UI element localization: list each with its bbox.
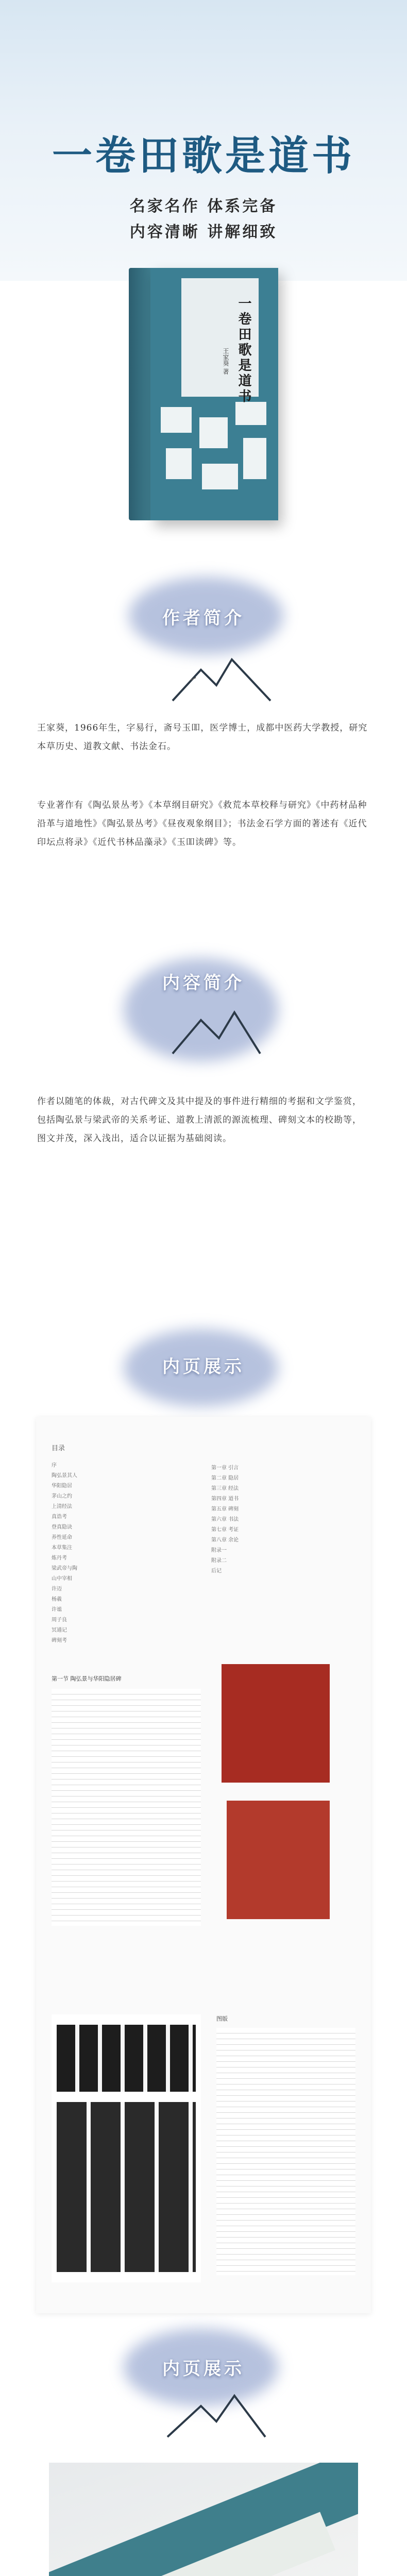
toc-item: 第八章 余论: [211, 1537, 239, 1543]
plate-caption: 图版: [216, 2015, 228, 2022]
cover-glyph-block: [235, 402, 266, 425]
toc-item: 山中宰相: [52, 1576, 72, 1582]
rubbing-columns: [57, 2102, 196, 2272]
toc-item: 第七章 考证: [211, 1527, 239, 1533]
red-plate-image: [227, 1801, 330, 1919]
toc-page-right: [211, 1463, 355, 1577]
toc-item: 许谧: [52, 1607, 62, 1613]
toc-list-left: [52, 1461, 196, 1646]
content-text: 作者以随笔的体裁，对古代碑文及其中提及的事件进行精细的考据和文学鉴赏，包括陶弘景与梁武帝的关系考证、道教上清派的源流梳理、碑刻文本的校勘等，图文并茂，深入浅出，适合以证据为基础阅读。: [37, 1096, 362, 1144]
rubbing-strip: [57, 2025, 196, 2092]
cover-glyph-block: [199, 417, 228, 448]
author-paragraph-1: 王家葵，1966年生，字易行，斋号玉吅，医学博士，成都中医药大学教授，研究本草历史、道教文献、书法金石。: [37, 723, 368, 752]
toc-item: 梁武帝与陶: [52, 1566, 77, 1571]
toc-item: 第一章 引言: [211, 1465, 239, 1471]
mountain-icon: [165, 2391, 268, 2442]
toc-item: 周子良: [52, 1617, 67, 1623]
toc-item: 第三章 经法: [211, 1486, 239, 1492]
book-front: [150, 268, 278, 520]
toc-item: 后记: [211, 1568, 222, 1574]
toc-item: 第二章 隐居: [211, 1476, 239, 1481]
text-page: [216, 2014, 355, 2282]
cover-glyph-block: [161, 407, 192, 433]
toc-item: 养性延命: [52, 1535, 72, 1540]
toc-item: 序: [52, 1463, 57, 1468]
toc-item: 第六章 书法: [211, 1517, 239, 1522]
toc-item: 冥通记: [52, 1628, 67, 1633]
toc-item: 第四章 道书: [211, 1496, 239, 1502]
hero-title: 一卷田歌是道书: [52, 132, 355, 179]
toc-list-right: [211, 1463, 355, 1577]
toc-title: 目录: [52, 1445, 65, 1452]
cover-glyph-block: [166, 448, 192, 479]
toc-item: 碑刻考: [52, 1638, 67, 1643]
toc-item: 茅山之约: [52, 1494, 72, 1499]
toc-item: 本草集注: [52, 1545, 72, 1551]
author-heading: 作者简介: [162, 608, 245, 629]
text-page: [52, 1674, 201, 1942]
cover-author: 王家葵 著: [222, 348, 229, 375]
mountain-icon: [170, 649, 273, 711]
red-plate-image: [222, 1664, 330, 1783]
book-photo-1: [49, 2463, 358, 2576]
hero-tagline-1: 名家名作 体系完备: [129, 197, 278, 215]
cover-title: 一卷田歌是道书: [236, 296, 251, 404]
hero-tagline-2: 内容清晰 讲解细致: [129, 223, 278, 241]
book-spine: [129, 268, 150, 520]
text-lines: [52, 1689, 201, 1926]
toc-item: 许迈: [52, 1586, 62, 1592]
rubbing-page: [52, 2014, 201, 2282]
toc-item: 炼丹考: [52, 1555, 67, 1561]
author-paragraph-2: 专业著作有《陶弘景丛考》《本草纲目研究》《救荒本草校释与研究》《中药材品种沿革与道地性》《陶弘景丛考》《昼夜观象纲目》；书法金石学方面的著述有《近代印坛点将录》《近代书林品藻录》《玉吅读碑》等。: [37, 800, 367, 848]
toc-page: [52, 1443, 196, 1646]
inner-pages-preview: [36, 1417, 371, 2313]
cover-glyph-block: [202, 464, 238, 489]
preview-heading-2: 内页展示: [162, 2359, 245, 2379]
toc-item: 第五章 碑刻: [211, 1506, 239, 1512]
toc-item: 附录二: [211, 1558, 227, 1564]
toc-item: 登真隐诀: [52, 1524, 72, 1530]
toc-item: 杨羲: [52, 1597, 62, 1602]
toc-item: 华阳隐居: [52, 1483, 72, 1489]
toc-item: 真诰考: [52, 1514, 67, 1520]
cover-glyph-block: [243, 438, 266, 479]
preview-heading-1: 内页展示: [162, 1357, 245, 1377]
toc-item: 附录一: [211, 1548, 227, 1553]
mountain-icon: [170, 1005, 263, 1061]
book-cover-image: [129, 268, 278, 520]
toc-item: 上清经法: [52, 1504, 72, 1510]
text-lines: [216, 2028, 355, 2275]
page-heading: 第一节 陶弘景与华阳隐居碑: [52, 1675, 122, 1682]
content-heading: 内容简介: [162, 973, 245, 993]
toc-item: 陶弘景其人: [52, 1473, 77, 1479]
